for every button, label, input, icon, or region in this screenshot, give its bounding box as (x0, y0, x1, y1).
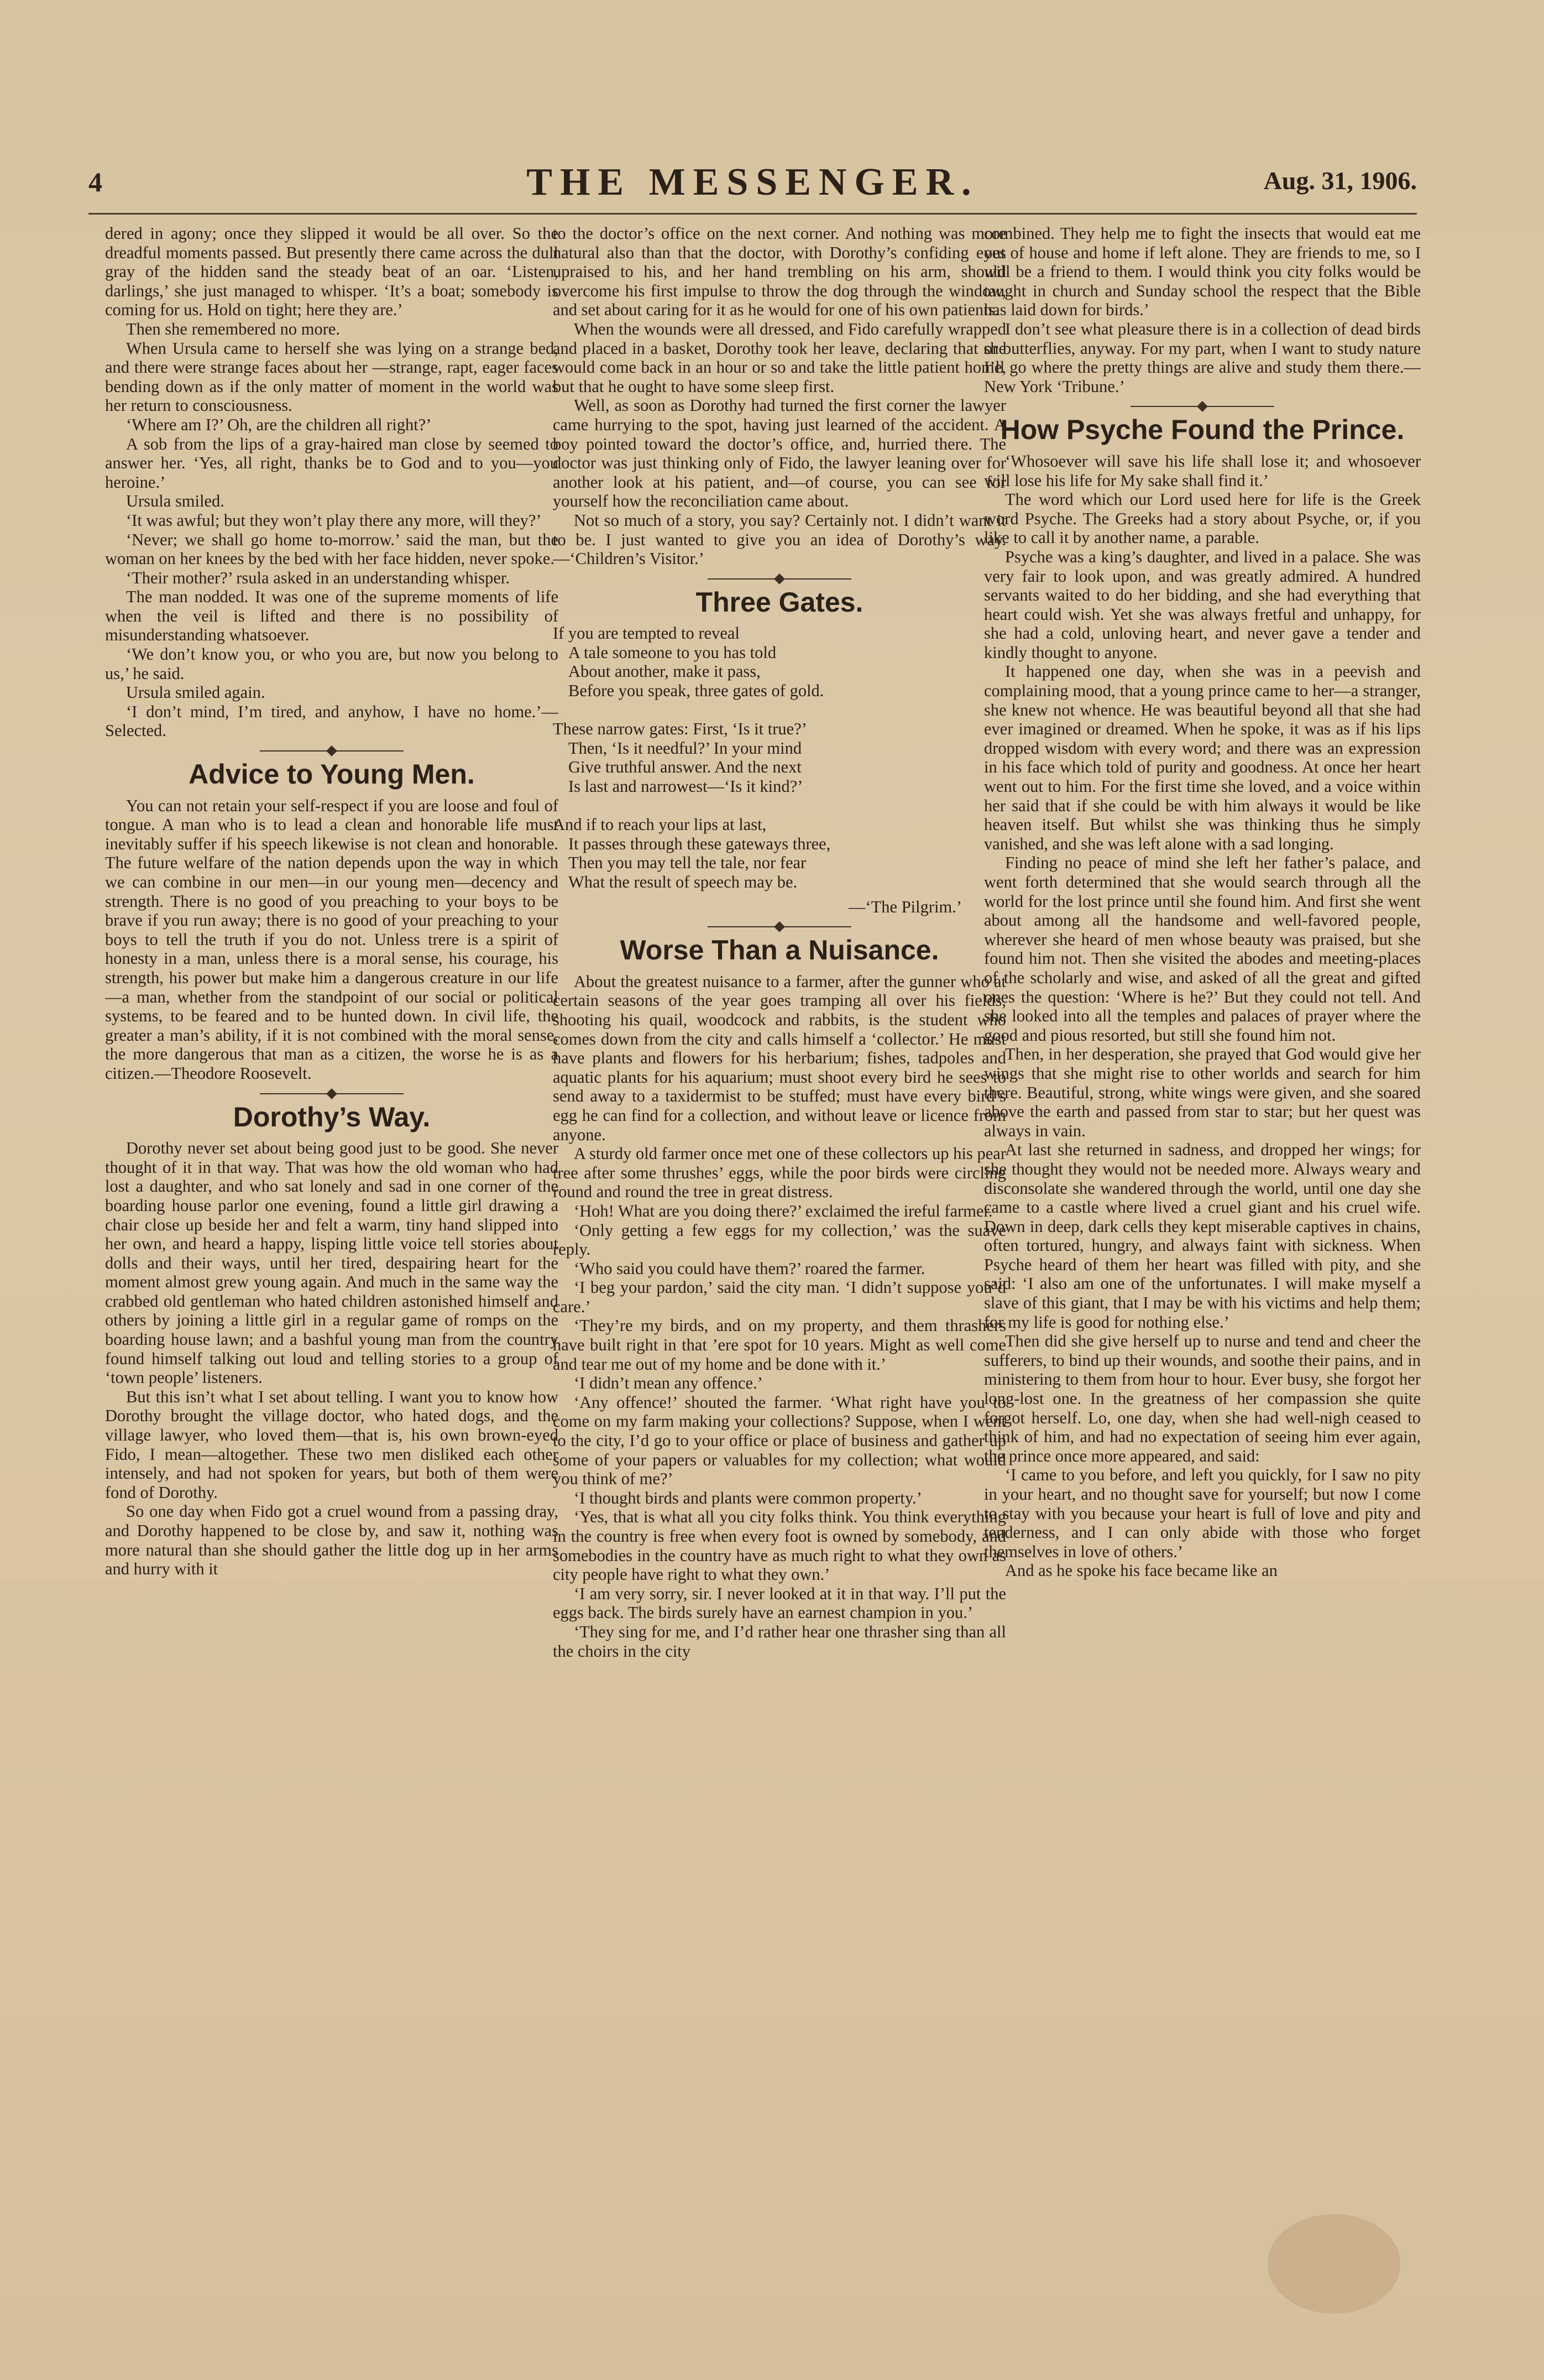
article-title: How Psyche Found the Prince. (1000, 414, 1405, 446)
masthead (88, 160, 1417, 210)
separator (708, 578, 851, 580)
story-continuation (553, 224, 1006, 568)
paragraph: ‘I beg your pardon,’ said the city man. ‘I didn’t suppose you’d care.’ (553, 1278, 1006, 1316)
article-title: Dorothy’s Way. (233, 1101, 431, 1132)
paragraph: Ursula smiled. (126, 492, 224, 511)
paragraph: Finding no peace of mind she left her father’s palace, and went forth determined that she would search through all the world for the lost prince until she found him. And first she went about among all the handsome and well-favored people, wherever she heard of men whose beauty was praised, but she found him not. Then she visited the abodes and meeting-places of the scholarly and wise, and asked of all the great and gifted ones the question: ‘Where is he?’ But they could not tell. And she looked into all the temples and palaces of prayer where the good and pious resorted, but still she found him not. (984, 853, 1421, 1045)
paragraph: Not so much of a story, you say? Certainly not. I didn’t want it to be. I just wanted to give you an idea of Dorothy’s way.—‘Children’s Visitor.’ (553, 510, 1006, 568)
paragraph: The man nodded. It was one of the supreme moments of life when the veil is lifted and there is no possibility of misunderstanding whatsoever. (105, 587, 558, 645)
paragraph: ‘Whosoever will save his life shall lose it; and whosoever will lose his life for My sake shall find it.’ (984, 451, 1421, 490)
paragraph: Psyche was a king’s daughter, and lived in a palace. She was very fair to look upon, and was greatly admired. A hundred servants waited to do her bidding, and she had everything that heart could wish. Yet she was always fretful and unhappy, for she had a cold, unloving heart, and never gave a tender and kindly thought to anyone. (984, 547, 1421, 662)
poem-line: Give truthful answer. And the next (568, 758, 802, 777)
paragraph: ‘We don’t know you, or who you are, but now you belong to us,’ he said. (105, 645, 558, 683)
paragraph: ‘Yes, that is what all you city folks think. You think everything in the country is free when every foot is owned by somebody, and somebodies in the country have as much right to what they own as city people have right to what they own.’ (553, 1507, 1006, 1584)
poem-attribution: —‘The Pilgrim.’ (849, 897, 962, 916)
poem-line: And if to reach your lips at last, (553, 815, 767, 834)
paragraph: Ursula smiled again. (126, 683, 265, 702)
article-title: Three Gates. (695, 586, 863, 618)
paragraph: Then, in her desperation, she prayed that God would give her wings that she might rise to other worlds and search for him there. Beautiful, strong, white wings were given, and she soared above the earth and passed from star to star; but her quest was always in vain. (984, 1045, 1421, 1140)
article-title: Advice to Young Men. (189, 759, 475, 790)
poem-line: Before you speak, three gates of gold. (568, 681, 824, 701)
paragraph: And as he spoke his face became like an (1005, 1561, 1278, 1580)
article-body (105, 1139, 558, 1579)
paragraph: ‘I came to you before, and left you quickly, for I saw no pity in your heart, and no thought save for yourself; but now I come to stay with you because your heart is full of love and pity and tenderness, and I can only abide with those who forget themselves in love of others.’ (984, 1465, 1421, 1561)
paragraph: ‘I didn’t mean any offence.’ (574, 1374, 763, 1393)
paragraph: At last she returned in sadness, and dropped her wings; for she thought they would not be needed more. Always weary and disconsolate she wandered through the world, until one day she came to a castle where lived a cruel giant and his cruel wife. Down in deep, dark cells they kept miserable captives in chains, often tortured, hungry, and always faint with sickness. When Psyche heard of them her heart was filled with pity, and she said: ‘I also am one of the unfortunates. I will make myself a slave of this giant, that I may be with his victims and help them; for my life is good for nothing else.’ (984, 1140, 1421, 1332)
paragraph: About the greatest nuisance to a farmer, after the gunner who at certain seasons of the year goes tramping all over his fields, shooting his quail, woodcock and rabbits, is the student who comes down from the city and calls himself a ‘collector.’ He must have plants and flowers for his herbarium; fishes, tadpoles and aquatic plants for his aquarium; must shoot every bird he sees to send away to a taxidermist to be stuffed; must have every bird’s egg he can find for a collection, and without leave or licence from anyone. (553, 972, 1006, 1144)
paragraph: ‘Their mother?’ rsula asked in an understanding whisper. (126, 568, 510, 587)
paragraph: ‘Who said you could have them?’ roared the farmer. (574, 1259, 925, 1278)
poem-line: These narrow gates: First, ‘Is it true?’ (553, 719, 807, 739)
column-3 (984, 224, 1421, 2281)
paragraph: ‘It was awful; but they won’t play there any more, will they?’ (126, 510, 542, 530)
paragraph: Then did she give herself up to nurse and tend and cheer the sufferers, to bind up their wounds, and soothe their pains, and in ministering to them from hour to hour. Ever busy, she forgot her long-lost one. In the greatness of her compassion she quite forgot herself. Lo, one day, when she had well-nigh ceased to think of him, and had no expectation of seeing him ever again, the prince once more appeared, and said: (984, 1332, 1421, 1465)
article-body (984, 452, 1421, 1580)
separator (260, 1093, 404, 1094)
paragraph: When the wounds were all dressed, and Fido carefully wrapped and placed in a basket, Dorothy took her leave, declaring that she would come back in an hour or so and take the little patient home, but that he ought to have some sleep first. (553, 319, 1006, 396)
separator (1130, 406, 1274, 407)
separator (260, 750, 404, 751)
paragraph: Then she remembered no more. (126, 319, 341, 338)
poem (553, 624, 1006, 891)
column-1 (105, 224, 558, 2281)
paragraph: dered in agony; once they slipped it would be all over. So the dreadful moments passed. But presently there came across the dull gray of the hidden sand the steady beat of an oar. ‘Listen, darlings,’ she just managed to whisper. ‘It’s a boat; somebody is coming for us. Hold on tight; here they are.’ (105, 224, 558, 320)
poem-line: Then you may tell the tale, nor fear (568, 853, 807, 873)
poem-line: Then, ‘Is it needful?’ In your mind (568, 738, 802, 758)
paragraph: So one day when Fido got a cruel wound from a passing dray, and Dorothy happened to be close by, and saw it, nothing was more natural than she should gather the little dog up in her arms and hurry with it (105, 1502, 558, 1579)
poem-line: Is last and narrowest—‘Is it kind?’ (568, 777, 803, 796)
poem-line (553, 796, 1006, 816)
paragraph: Dorothy never set about being good just to be good. She never thought of it in that way. That was how the old woman who had lost a daughter, and who sat lonely and sad in one corner of the boarding house parlor one evening, found a little girl drawing a chair close up beside her and felt a warm, tiny hand slipped into her own, and heard a happy, lisping little voice tell stories about dolls and their ways, until her tired, despairing heart for the moment almost grew young again. And much in the same way the crabbed old gentleman who hated children astonished himself and others by joining a little girl in a regular game of romps on the boarding house lawn; and a bashful young man from the country found himself talking out loud and telling stories to a group of ‘town people’ listeners. (105, 1139, 558, 1387)
story-continuation (105, 224, 558, 740)
separator (708, 926, 851, 927)
article-title: Worse Than a Nuisance. (620, 935, 939, 966)
paragraph: ‘I thought birds and plants were common property.’ (574, 1488, 922, 1507)
paragraph: But this isn’t what I set about telling. I want you to know how Dorothy brought the village doctor, who hated dogs, and the village lawyer, who loved them—that is, his own brown-eyed Fido, I mean—altogether. These two men disliked each other intensely, and had not spoken for years, but both of them were fond of Dorothy. (105, 1387, 558, 1502)
paragraph: ‘Where am I?’ Oh, are the children all right?’ (126, 415, 432, 434)
issue-date: Aug. 31, 1906. (1263, 166, 1417, 195)
page-number: 4 (88, 166, 102, 197)
paragraph: to the doctor’s office on the next corner. And nothing was more natural also than that the doctor, with Dorothy’s confiding eyes upraised to his, and her hand trembling on his arm, should overcome his first impulse to throw the dog through the window, and set about caring for it as he would for one of his own patients. (553, 224, 1006, 320)
newspaper-title: THE MESSENGER. (526, 161, 979, 203)
paragraph: It happened one day, when she was in a peevish and complaining mood, that a young prince came to her—a stranger, she knew not whence. He was beautiful beyond all that she had ever imagined or dreamed. When he spoke, it was as if his lips dropped wisdom with every word; and there was an expression in his face which told of purity and goodness. At once her heart went out to him. For the first time she loved, and a voice within her said that if she could be with him always it would be like heaven itself. But whilst she was thinking thus he simply vanished, and she was left alone with a sad longing. (984, 662, 1421, 853)
paragraph: A sob from the lips of a gray-haired man close by seemed to answer her. ‘Yes, all right, thanks be to God and to you—you heroine.’ (105, 434, 558, 492)
paragraph: ‘Hoh! What are you doing there?’ exclaimed the ireful farmer. (574, 1201, 993, 1220)
paragraph: Well, as soon as Dorothy had turned the first corner the lawyer came hurrying to the spot, having just learned of the accident. A boy pointed toward the doctor’s office, and, hurried there. The doctor was just thinking only of Fido, the lawyer leaning over for another look at his patient, and—of course, you can see for yourself how the reconciliation came about. (553, 396, 1006, 511)
header-rule (88, 213, 1417, 215)
paragraph: ‘I don’t mind, I’m tired, and anyhow, I have no home.’—Selected. (105, 702, 558, 740)
story-continuation (984, 224, 1421, 396)
paragraph: ‘I am very sorry, sir. I never looked at it in that way. I’ll put the eggs back. The birds surely have an earnest champion in you.’ (553, 1584, 1006, 1622)
poem-line (553, 701, 1006, 720)
paper-stain (1268, 2214, 1400, 2314)
column-2 (553, 224, 1006, 2281)
article-body: You can not retain your self-respect if you are loose and foul of tongue. A man who is to lead a clean and honorable life must inevitably suffer if his speech likewise is not clean and honorable. The future welfare of the nation depends upon the way in which we can combine in our men—in our young men—decency and strength. There is no good of you preaching to your boys to be brave if you run away; there is no good of your preaching to your boys to tell the truth if you do not. Unless trere is a spirit of honesty in a man, unless there is a moral sense, his courage, his strength, his power but make him a dangerous creature in our life—a man, whether from the standpoint of our social or political systems, to be feared and to be hunted down. In civil life, the greater a man’s ability, if it is not combined with the moral sense, the more dangerous that man as a citizen, the worse he is as a citizen.—Theodore Roosevelt. (105, 796, 558, 1083)
paragraph: A sturdy old farmer once met one of these collectors up his pear tree after some thrushes’ eggs, while the poor birds were circling round and round the tree in great distress. (553, 1144, 1006, 1202)
poem-line: What the result of speech may be. (568, 873, 798, 891)
paragraph: ‘They sing for me, and I’d rather hear one thrasher sing than all the choirs in the city (553, 1622, 1006, 1661)
article-body (553, 972, 1006, 1661)
paragraph: ‘They’re my birds, and on my property, and them thrashers have built right in that ’ere spot for 10 years. Might as well come and tear me out of my home and be done with it.’ (553, 1316, 1006, 1374)
poem-line: If you are tempted to reveal (553, 624, 740, 643)
paragraph: combined. They help me to fight the insects that would eat me out of house and home if left alone. They are friends to me, so I will be a friend to them. I would think you city folks would be taught in church and Sunday school the respect that the Bible has laid down for birds.’ (984, 224, 1421, 320)
paragraph: ‘Only getting a few eggs for my collection,’ was the suave reply. (553, 1220, 1006, 1259)
poem-line: About another, make it pass, (568, 662, 761, 681)
paragraph: The word which our Lord used here for life is the Greek word Psyche. The Greeks had a story about Psyche, or, if you like to call it by another name, a parable. (984, 490, 1421, 547)
paragraph: ‘Never; we shall go home to-morrow.’ said the man, but the woman on her knees by the bed with her face hidden, never spoke. (105, 530, 558, 568)
poem-line: It passes through these gateways three, (568, 834, 831, 853)
paragraph: ‘Any offence!’ shouted the farmer. ‘What right have you to come on my farm making your collections? Suppose, when I went to the city, I’d go to your office or place of business and gather up some of your papers or valuables for my collection; what would you think of me?’ (553, 1392, 1006, 1489)
paragraph: When Ursula came to herself she was lying on a strange bed, and there were strange faces about her —strange, rapt, eager faces bending down as if the only matter of moment in the world was her return to consciousness. (105, 338, 558, 415)
poem-line: A tale someone to you has told (568, 643, 777, 662)
paragraph: I don’t see what pleasure there is in a collection of dead birds or butterflies, anyway. For my part, when I want to study nature I’ll go where the pretty things are alive and study them there.—New York ‘Tribune.’ (984, 319, 1421, 396)
